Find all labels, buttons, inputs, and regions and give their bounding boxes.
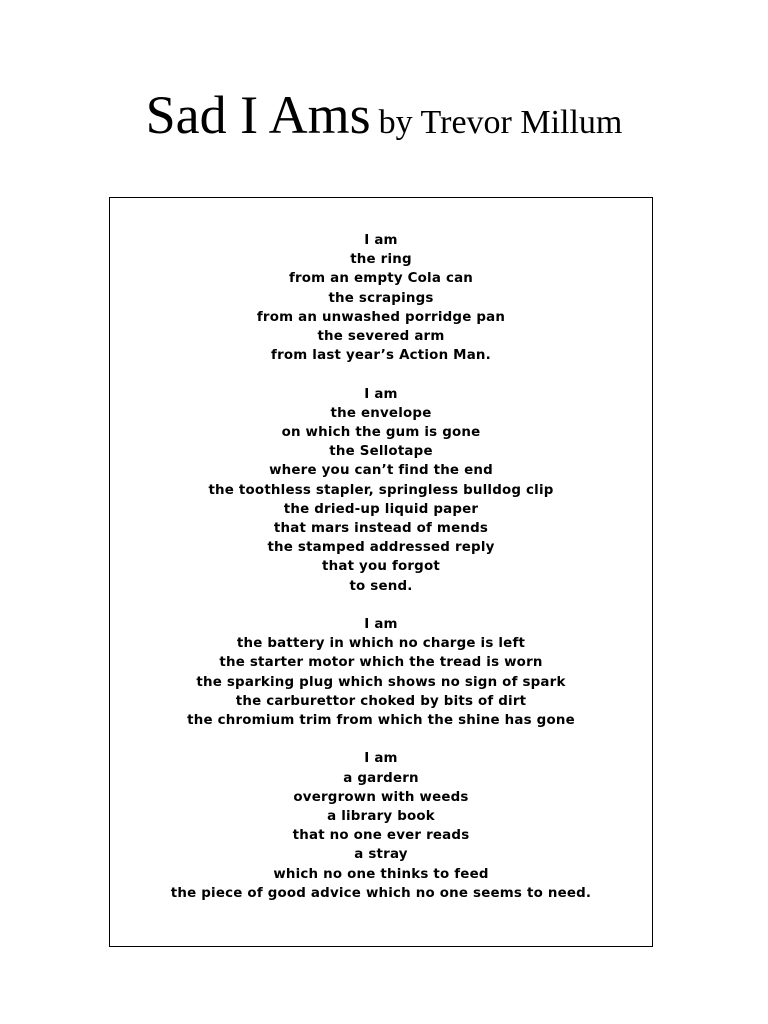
poem-stanza bbox=[110, 749, 652, 903]
poem-line: a library book bbox=[327, 809, 435, 825]
poem-line: the battery in which no charge is left bbox=[236, 636, 526, 652]
poem-line: the ring bbox=[350, 252, 412, 268]
poem-stanza bbox=[110, 385, 652, 596]
poem-line: to send. bbox=[349, 578, 413, 594]
poem-line: I am bbox=[364, 751, 398, 767]
poem-line: that mars instead of mends bbox=[273, 521, 489, 537]
poem-line: the dried-up liquid paper bbox=[283, 501, 479, 517]
poem-box bbox=[109, 197, 653, 947]
poem-line: the severed arm bbox=[317, 329, 445, 345]
poem-line: a stray bbox=[354, 847, 408, 863]
poem-line: the chromium trim from which the shine has gone bbox=[187, 713, 575, 729]
poem-line: that no one ever reads bbox=[292, 828, 470, 844]
poem-line: the toothless stapler, springless bulldog clip bbox=[208, 482, 554, 498]
poem-line: I am bbox=[364, 233, 398, 248]
poem-line: the carburettor choked by bits of dirt bbox=[235, 693, 527, 709]
poem-body bbox=[110, 231, 652, 903]
poem-title: Sad I Ams bbox=[145, 85, 371, 145]
poem-line: I am bbox=[364, 386, 398, 402]
poem-line: overgrown with weeds bbox=[293, 789, 469, 805]
poem-line: the starter motor which the tread is worn bbox=[219, 655, 543, 671]
poem-line: a gardern bbox=[343, 770, 419, 786]
poem-line: the sparking plug which shows no sign of spark bbox=[196, 674, 566, 690]
page-title bbox=[0, 85, 768, 145]
poem-line: the piece of good advice which no one seems to need. bbox=[170, 885, 592, 901]
poem-line: the envelope bbox=[330, 405, 432, 421]
poem-line: on which the gum is gone bbox=[281, 425, 481, 441]
poem-line: the Sellotape bbox=[329, 444, 433, 460]
poem-line: that you forgot bbox=[322, 559, 440, 575]
poem-line: from an unwashed porridge pan bbox=[256, 309, 506, 325]
poem-line: the stamped addressed reply bbox=[267, 540, 495, 556]
poem-line: which no one thinks to feed bbox=[273, 866, 489, 882]
poem-line: from last year’s Action Man. bbox=[271, 348, 491, 364]
poem-line: from an empty Cola can bbox=[288, 271, 474, 287]
poem-line: the scrapings bbox=[328, 290, 434, 306]
poem-line: I am bbox=[364, 617, 398, 633]
poem-stanza bbox=[110, 231, 652, 365]
poem-stanza bbox=[110, 615, 652, 730]
poem-byline: by Trevor Millum bbox=[378, 104, 623, 141]
poem-line: where you can’t find the end bbox=[269, 463, 493, 479]
